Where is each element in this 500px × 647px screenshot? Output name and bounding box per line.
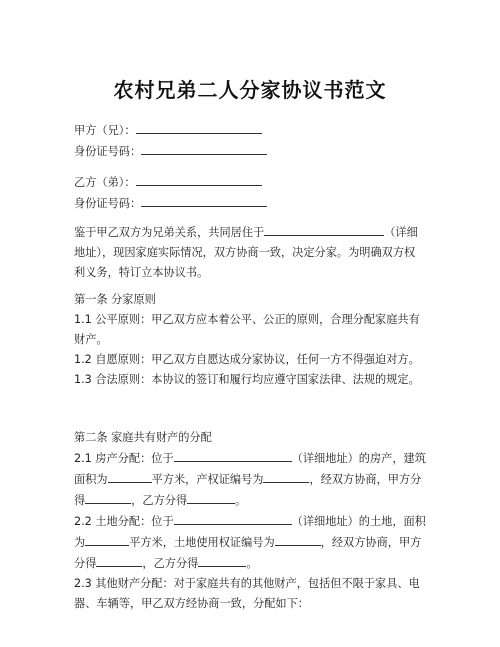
party-b-id-blank bbox=[141, 193, 267, 207]
party-a-name-blank bbox=[136, 120, 262, 134]
land-address-blank bbox=[174, 511, 292, 525]
house-party-b-share-blank bbox=[187, 490, 235, 504]
intro-text-2: （详细地址），现因家庭实际情况，双方协商一致，决定分家。为明确双方权利义务，特订立本协议书。 bbox=[74, 226, 418, 279]
party-a-label: 甲方（兄）： bbox=[74, 124, 136, 137]
party-b-label: 乙方（弟）： bbox=[74, 176, 136, 189]
house-text-a: 2.1 房产分配：位于 bbox=[74, 452, 174, 465]
house-party-a-share-blank bbox=[85, 490, 131, 504]
party-a-id-blank bbox=[141, 141, 267, 155]
land-text-e: ，乙方分得 bbox=[142, 557, 199, 570]
article-1-section bbox=[74, 290, 426, 390]
house-cert-blank bbox=[263, 469, 309, 483]
land-text-c: 平方米，土地使用权证编号为 bbox=[129, 536, 275, 549]
article-1-heading: 第一条 分家原则 bbox=[74, 293, 156, 306]
land-party-b-share-blank bbox=[198, 553, 246, 567]
party-a-id-line bbox=[74, 141, 426, 162]
party-b-name-blank bbox=[136, 172, 262, 186]
party-b-section bbox=[74, 172, 426, 214]
intro-text-1: 鉴于甲乙双方为兄弟关系，共同居住于 bbox=[74, 226, 265, 239]
article-1-item-2: 1.2 自愿原则：甲乙双方自愿达成分家协议，任何一方不得强迫对方。 bbox=[74, 353, 420, 366]
party-a-name-line bbox=[74, 120, 426, 141]
party-a-section bbox=[74, 120, 426, 162]
house-area-blank bbox=[108, 469, 152, 483]
party-b-id-line bbox=[74, 193, 426, 214]
land-text-b: （详细地址）的土地，面积为 bbox=[74, 515, 426, 549]
house-text-b: （详细地址）的房产，建筑面积为 bbox=[74, 452, 426, 486]
party-b-name-line bbox=[74, 172, 426, 193]
land-text-a: 2.2 土地分配：位于 bbox=[74, 515, 174, 528]
party-b-id-label: 身份证号码： bbox=[74, 197, 142, 210]
house-text-e: ，乙方分得 bbox=[131, 494, 188, 507]
party-a-id-label: 身份证号码： bbox=[74, 145, 142, 158]
house-allocation-clause bbox=[74, 448, 426, 511]
house-text-f: 。 bbox=[235, 494, 247, 507]
land-area-blank bbox=[85, 532, 129, 546]
land-cert-blank bbox=[275, 532, 321, 546]
house-text-c: 平方米，产权证编号为 bbox=[151, 473, 264, 486]
article-2-heading: 第二条 家庭共有财产的分配 bbox=[74, 431, 212, 444]
address-blank bbox=[264, 222, 384, 236]
article-1-item-1: 1.1 公平原则：甲乙双方应本着公平、公正的原则，合理分配家庭共有财产。 bbox=[74, 313, 420, 346]
article-2-section bbox=[74, 428, 426, 614]
page-title: 农村兄弟二人分家协议书范文 bbox=[113, 78, 387, 102]
other-property-clause: 2.3 其他财产分配：对于家庭共有的其他财产，包括但不限于家具、电器、车辆等，甲乙双方经协商一致，分配如下： bbox=[74, 577, 420, 610]
land-allocation-clause bbox=[74, 511, 426, 574]
house-text-d: ，经双方协商，甲方分得 bbox=[74, 473, 422, 507]
land-text-f: 。 bbox=[246, 557, 258, 570]
land-text-d: ，经双方协商，甲方分得 bbox=[74, 536, 422, 570]
article-1-item-3: 1.3 合法原则：本协议的签订和履行均应遵守国家法律、法规的规定。 bbox=[74, 373, 420, 386]
intro-paragraph bbox=[74, 222, 426, 283]
house-address-blank bbox=[174, 448, 292, 462]
land-party-a-share-blank bbox=[96, 553, 142, 567]
